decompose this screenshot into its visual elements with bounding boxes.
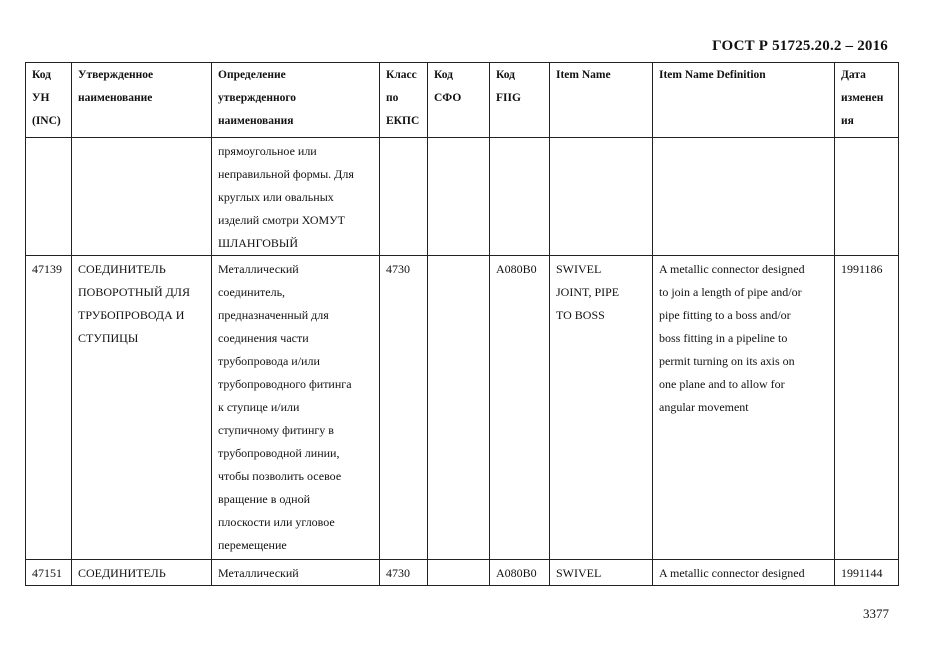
col-header-item-name-definition: Item Name Definition bbox=[653, 63, 835, 138]
page-number: 3377 bbox=[863, 606, 889, 621]
cell-name: СОЕДИНИТЕЛЬ bbox=[72, 560, 212, 586]
cell-item-name: SWIVEL JOINT, PIPE TO BOSS bbox=[550, 256, 653, 560]
table-row-continuation bbox=[26, 138, 899, 256]
cell-sfo bbox=[428, 256, 490, 560]
cell-definition: прямоугольное или неправильной формы. Для круглых или овальных изделий смотри ХОМУТ ШЛАНГОВЫЙ bbox=[212, 138, 380, 256]
cell-date bbox=[835, 138, 899, 256]
cell-item-def: A metallic connector designed to join a length of pipe and/or pipe fitting to a boss and/or boss fitting in a pipeline to permit turning on its axis on one plane and to allow for angular movement bbox=[653, 256, 835, 560]
cell-ekps bbox=[380, 138, 428, 256]
cell-definition: Металлический соединитель, предназначенный для соединения части трубопровода и/или трубопроводного фитинга к ступице и/или ступичному фитингу в трубопроводной линии, чтобы позволить осевое вращение в одной плоскости или угловое перемещение bbox=[212, 256, 380, 560]
cell-item-def bbox=[653, 138, 835, 256]
cell-inc: 47139 bbox=[26, 256, 72, 560]
cell-fiig: A080B0 bbox=[490, 560, 550, 586]
cell-item-name: SWIVEL bbox=[550, 560, 653, 586]
cell-inc bbox=[26, 138, 72, 256]
item-names-table bbox=[25, 62, 899, 586]
col-header-fiig-code: Код FIIG bbox=[490, 63, 550, 138]
cell-sfo bbox=[428, 560, 490, 586]
document-code: ГОСТ Р 51725.20.2 – 2016 bbox=[712, 38, 888, 54]
cell-definition: Металлический bbox=[212, 560, 380, 586]
col-header-approved-name: Утвержденное наименование bbox=[72, 63, 212, 138]
col-header-sfo-code: Код СФО bbox=[428, 63, 490, 138]
cell-item-def: A metallic connector designed bbox=[653, 560, 835, 586]
cell-ekps: 4730 bbox=[380, 560, 428, 586]
cell-name bbox=[72, 138, 212, 256]
col-header-inc: Код УН (INC) bbox=[26, 63, 72, 138]
table-row bbox=[26, 256, 899, 560]
cell-ekps: 4730 bbox=[380, 256, 428, 560]
cell-date: 1991186 bbox=[835, 256, 899, 560]
cell-sfo bbox=[428, 138, 490, 256]
col-header-item-name: Item Name bbox=[550, 63, 653, 138]
cell-inc: 47151 bbox=[26, 560, 72, 586]
cell-fiig bbox=[490, 138, 550, 256]
table-row bbox=[26, 560, 899, 586]
cell-name: СОЕДИНИТЕЛЬ ПОВОРОТНЫЙ ДЛЯ ТРУБОПРОВОДА И СТУПИЦЫ bbox=[72, 256, 212, 560]
cell-item-name bbox=[550, 138, 653, 256]
col-header-change-date: Дата изменен ия bbox=[835, 63, 899, 138]
col-header-definition: Определение утвержденного наименования bbox=[212, 63, 380, 138]
cell-date: 1991144 bbox=[835, 560, 899, 586]
cell-fiig: A080B0 bbox=[490, 256, 550, 560]
col-header-ekps-class: Класс по ЕКПС bbox=[380, 63, 428, 138]
table-header-row bbox=[26, 63, 899, 138]
